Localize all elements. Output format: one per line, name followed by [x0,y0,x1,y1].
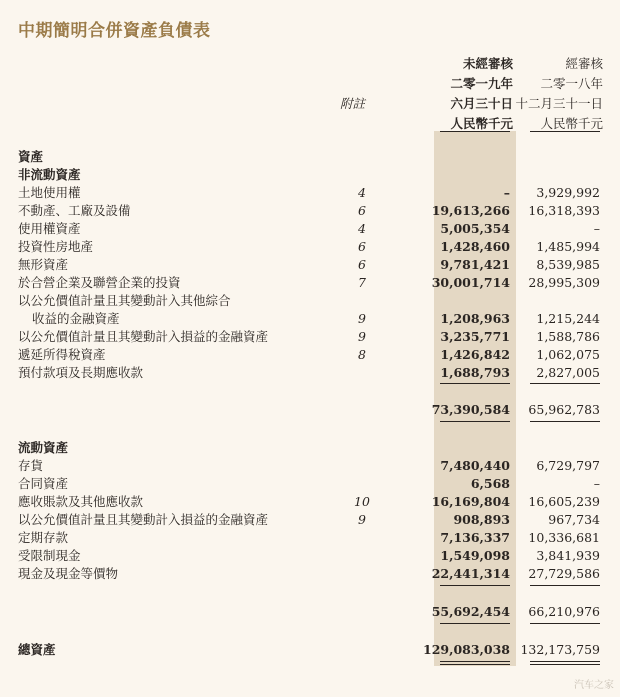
row-current-value: 5,005,354 [440,221,510,236]
previous-header-line: 人民幣千元 [540,116,603,131]
row-current-value: 16,169,804 [431,494,510,509]
row-previous-value: 16,605,239 [528,494,600,509]
table-row [0,202,620,220]
row-previous-value: 1,485,994 [536,239,600,254]
row-previous-value: 66,210,976 [528,604,600,619]
row-previous-value: 132,173,759 [520,642,600,657]
row-current-value: 73,390,584 [431,402,510,417]
table-row [0,529,620,547]
row-note: 9 [358,512,366,527]
row-label: 存貨 [18,458,44,473]
table-row [0,457,620,475]
row-current-value: 7,136,337 [440,530,510,545]
row-label: 非流動資產 [18,167,81,182]
row-label: 定期存款 [18,530,69,545]
row-previous-value: – [593,476,600,491]
current-header-line: 二零一九年 [450,76,513,91]
row-note: 9 [358,329,366,344]
row-note: 6 [358,257,366,272]
table-row [0,364,620,382]
row-label: 遞延所得稅資產 [18,347,106,362]
row-label: 總資產 [18,642,56,657]
table-row [0,641,620,659]
row-label: 於合營企業及聯營企業的投資 [18,275,181,290]
row-current-value: 55,692,454 [431,604,510,619]
header-underline-current [440,131,510,132]
row-previous-value: 1,588,786 [536,329,600,344]
table-row [0,292,620,310]
table-row [0,346,620,364]
row-current-value: – [503,185,510,200]
table-row [0,475,620,493]
row-label: 流動資產 [18,440,69,455]
total-double-rule-previous [530,661,600,662]
row-current-value: 3,235,771 [440,329,510,344]
row-previous-value: 16,318,393 [528,203,600,218]
previous-header-line: 十二月三十一日 [515,96,603,111]
row-current-value: 7,480,440 [440,458,510,473]
row-label: 土地使用權 [18,185,81,200]
table-row [0,328,620,346]
header-underline-previous [530,131,600,132]
subtotal-rule-previous [530,383,600,384]
row-label: 資產 [18,149,44,164]
row-note: 6 [358,239,366,254]
row-previous-value: 8,539,985 [536,257,600,272]
row-previous-value: 3,929,992 [536,185,600,200]
note-column-header: 附註 [340,96,366,111]
row-label: 合同資產 [18,476,69,491]
row-previous-value: 1,215,244 [536,311,600,326]
row-label: 應收賬款及其他應收款 [18,494,144,509]
current-header-line: 六月三十日 [450,96,513,111]
subtotal-underline-current [440,421,510,422]
row-note: 6 [358,203,366,218]
row-label: 受限制現金 [18,548,81,563]
row-previous-value: 3,841,939 [536,548,600,563]
row-previous-value: – [593,221,600,236]
row-current-value: 9,781,421 [440,257,510,272]
row-label: 無形資產 [18,257,69,272]
table-row [0,238,620,256]
row-current-value: 19,613,266 [431,203,510,218]
previous-header-line: 二零一八年 [540,76,603,91]
row-current-value: 30,001,714 [431,275,510,290]
row-note: 7 [358,275,366,290]
current-header-line: 人民幣千元 [450,116,513,131]
table-row [0,274,620,292]
row-label: 預付款項及長期應收款 [18,365,144,380]
row-current-value: 1,208,963 [440,311,510,326]
row-label: 以公允價值計量且其變動計入其他綜合 [18,293,231,308]
row-previous-value: 65,962,783 [528,402,600,417]
row-note: 4 [358,221,366,236]
row-label: 現金及現金等價物 [18,566,119,581]
table-row [0,547,620,565]
row-previous-value: 28,995,309 [528,275,600,290]
row-previous-value: 27,729,586 [528,566,600,581]
subtotal-underline-previous [530,421,600,422]
subtotal-rule-current [440,585,510,586]
subtotal-rule-current [440,383,510,384]
row-current-value: 1,549,098 [440,548,510,563]
table-row [0,256,620,274]
row-label: 收益的金融資產 [32,311,120,326]
row-current-value: 22,441,314 [431,566,510,581]
table-row [0,439,620,457]
subtotal-underline-previous [530,623,600,624]
table-row [0,511,620,529]
subtotal-rule-previous [530,585,600,586]
row-note: 8 [358,347,366,362]
row-label: 投資性房地產 [18,239,94,254]
table-row [0,310,620,328]
subtotal-underline-current [440,623,510,624]
row-previous-value: 967,734 [548,512,600,527]
total-double-rule-current [440,661,510,662]
previous-period-header [512,54,603,134]
table-row [0,220,620,238]
row-label: 不動產、工廠及設備 [18,203,131,218]
table-row [0,493,620,511]
row-current-value: 6,568 [470,476,510,491]
row-previous-value: 10,336,681 [528,530,600,545]
row-previous-value: 2,827,005 [536,365,600,380]
row-current-value: 129,083,038 [423,642,510,657]
table-row [0,401,620,419]
row-previous-value: 6,729,797 [536,458,600,473]
row-current-value: 1,688,793 [440,365,510,380]
row-label: 以公允價值計量且其變動計入損益的金融資產 [18,329,269,344]
current-period-header [420,54,513,134]
previous-header-line: 經審核 [565,56,603,71]
current-header-line: 未經審核 [462,56,513,71]
total-double-rule-previous [530,664,600,665]
row-note: 10 [354,494,370,509]
row-note: 9 [358,311,366,326]
table-row [0,148,620,166]
row-current-value: 908,893 [453,512,510,527]
row-current-value: 1,428,460 [440,239,510,254]
total-double-rule-current [440,664,510,665]
row-note: 4 [358,185,366,200]
table-row [0,565,620,583]
table-row [0,184,620,202]
watermark: 汽车之家 [574,680,614,691]
table-row [0,603,620,621]
statement-title: 中期簡明合併資產負債表 [18,21,211,41]
row-current-value: 1,426,842 [440,347,510,362]
row-previous-value: 1,062,075 [536,347,600,362]
row-label: 以公允價值計量且其變動計入損益的金融資產 [18,512,269,527]
table-row [0,166,620,184]
row-label: 使用權資產 [18,221,81,236]
